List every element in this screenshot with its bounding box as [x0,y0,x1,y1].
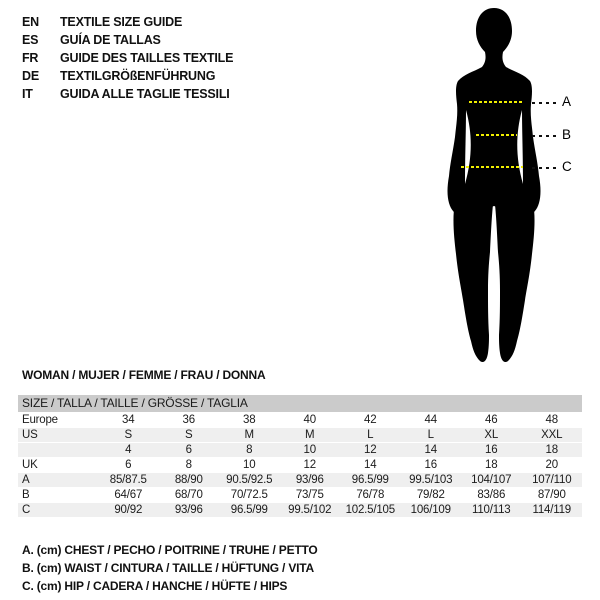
legend-line: A. (cm) CHEST / PECHO / POITRINE / TRUHE / PETTO [22,543,318,557]
row-label: Europe [18,413,98,428]
size-cell: L [340,428,401,443]
row-label: A [18,473,98,488]
size-cell: 8 [159,458,220,473]
table-row [18,473,582,488]
chest-body-dash-line [469,101,522,103]
language-label: TEXTILE SIZE GUIDE [60,15,183,29]
size-cell: 38 [219,413,280,428]
size-cell: 85/87.5 [98,473,159,488]
size-cell: 83/86 [461,488,522,503]
size-table-header: SIZE / TALLA / TAILLE / GRÖSSE / TAGLIA [18,395,582,412]
legend-line: B. (cm) WAIST / CINTURA / TAILLE / HÜFTUNG / VITA [22,561,314,575]
table-row [18,488,582,503]
size-cell: 12 [280,458,341,473]
hip-callout-dash-line [532,167,560,169]
language-label: GUIDA ALLE TAGLIE TESSILI [60,87,230,101]
legend-line: C. (cm) HIP / CADERA / HANCHE / HÜFTE / HIPS [22,579,288,593]
size-cell: 8 [219,443,280,458]
size-cell: 90.5/92.5 [219,473,280,488]
size-cell: S [159,428,220,443]
table-row [18,503,582,518]
size-cell: 18 [461,458,522,473]
table-row [18,413,582,428]
size-cell: 44 [401,413,462,428]
size-cell: 14 [401,443,462,458]
size-cell: L [401,428,462,443]
waist-body-dash-line [476,134,517,136]
table-row [18,458,582,473]
row-label: C [18,503,98,518]
size-cell: M [280,428,341,443]
size-cell: 14 [340,458,401,473]
size-cell: M [219,428,280,443]
measure-label-b: B [562,127,572,142]
size-cell: 96.5/99 [219,503,280,518]
size-cell: 110/113 [461,503,522,518]
size-cell: 107/110 [522,473,583,488]
size-cell: 76/78 [340,488,401,503]
language-label: GUÍA DE TALLAS [60,33,161,47]
size-cell: 20 [522,458,583,473]
size-cell: 12 [340,443,401,458]
size-cell: 40 [280,413,341,428]
language-label: GUIDE DES TAILLES TEXTILE [60,51,234,65]
size-cell: 99.5/103 [401,473,462,488]
size-cell: 99.5/102 [280,503,341,518]
size-cell: 42 [340,413,401,428]
woman-silhouette [410,4,580,364]
size-cell: XL [461,428,522,443]
woman-section-title: WOMAN / MUJER / FEMME / FRAU / DONNA [22,368,266,382]
language-code: DE [22,69,39,83]
size-table [18,395,582,518]
language-code: IT [22,87,33,101]
size-cell: 104/107 [461,473,522,488]
row-label: US [18,428,98,443]
size-cell: 79/82 [401,488,462,503]
language-code: EN [22,15,39,29]
size-cell: 18 [522,443,583,458]
size-table-grid [18,413,582,518]
size-cell: 10 [219,458,280,473]
size-cell: 4 [98,443,159,458]
size-cell: 10 [280,443,341,458]
table-row [18,443,582,458]
size-cell: 96.5/99 [340,473,401,488]
size-cell: 93/96 [159,503,220,518]
size-cell: 90/92 [98,503,159,518]
size-cell: XXL [522,428,583,443]
size-cell: 36 [159,413,220,428]
size-cell: 70/72.5 [219,488,280,503]
measure-label-c: C [562,159,572,174]
size-cell: 34 [98,413,159,428]
row-label: UK [18,458,98,473]
size-cell: 68/70 [159,488,220,503]
row-label: B [18,488,98,503]
size-cell: 87/90 [522,488,583,503]
size-cell: 64/67 [98,488,159,503]
size-cell: 46 [461,413,522,428]
language-code: ES [22,33,39,47]
size-cell: 102.5/105 [340,503,401,518]
size-cell: 6 [98,458,159,473]
size-cell: 16 [461,443,522,458]
size-cell: 93/96 [280,473,341,488]
size-table-body [18,413,582,518]
language-code: FR [22,51,39,65]
measure-label-a: A [562,94,572,109]
size-cell: 16 [401,458,462,473]
size-cell: 88/90 [159,473,220,488]
size-cell: S [98,428,159,443]
size-cell: 48 [522,413,583,428]
table-row [18,428,582,443]
size-cell: 73/75 [280,488,341,503]
measurement-legend [22,541,318,595]
waist-callout-dash-line [532,135,560,137]
chest-callout-dash-line [532,102,560,104]
size-cell: 6 [159,443,220,458]
row-label [18,443,98,458]
size-cell: 106/109 [401,503,462,518]
language-label: TEXTILGRÖßENFÜHRUNG [60,69,216,83]
hip-body-dash-line [461,166,523,168]
size-cell: 114/119 [522,503,583,518]
